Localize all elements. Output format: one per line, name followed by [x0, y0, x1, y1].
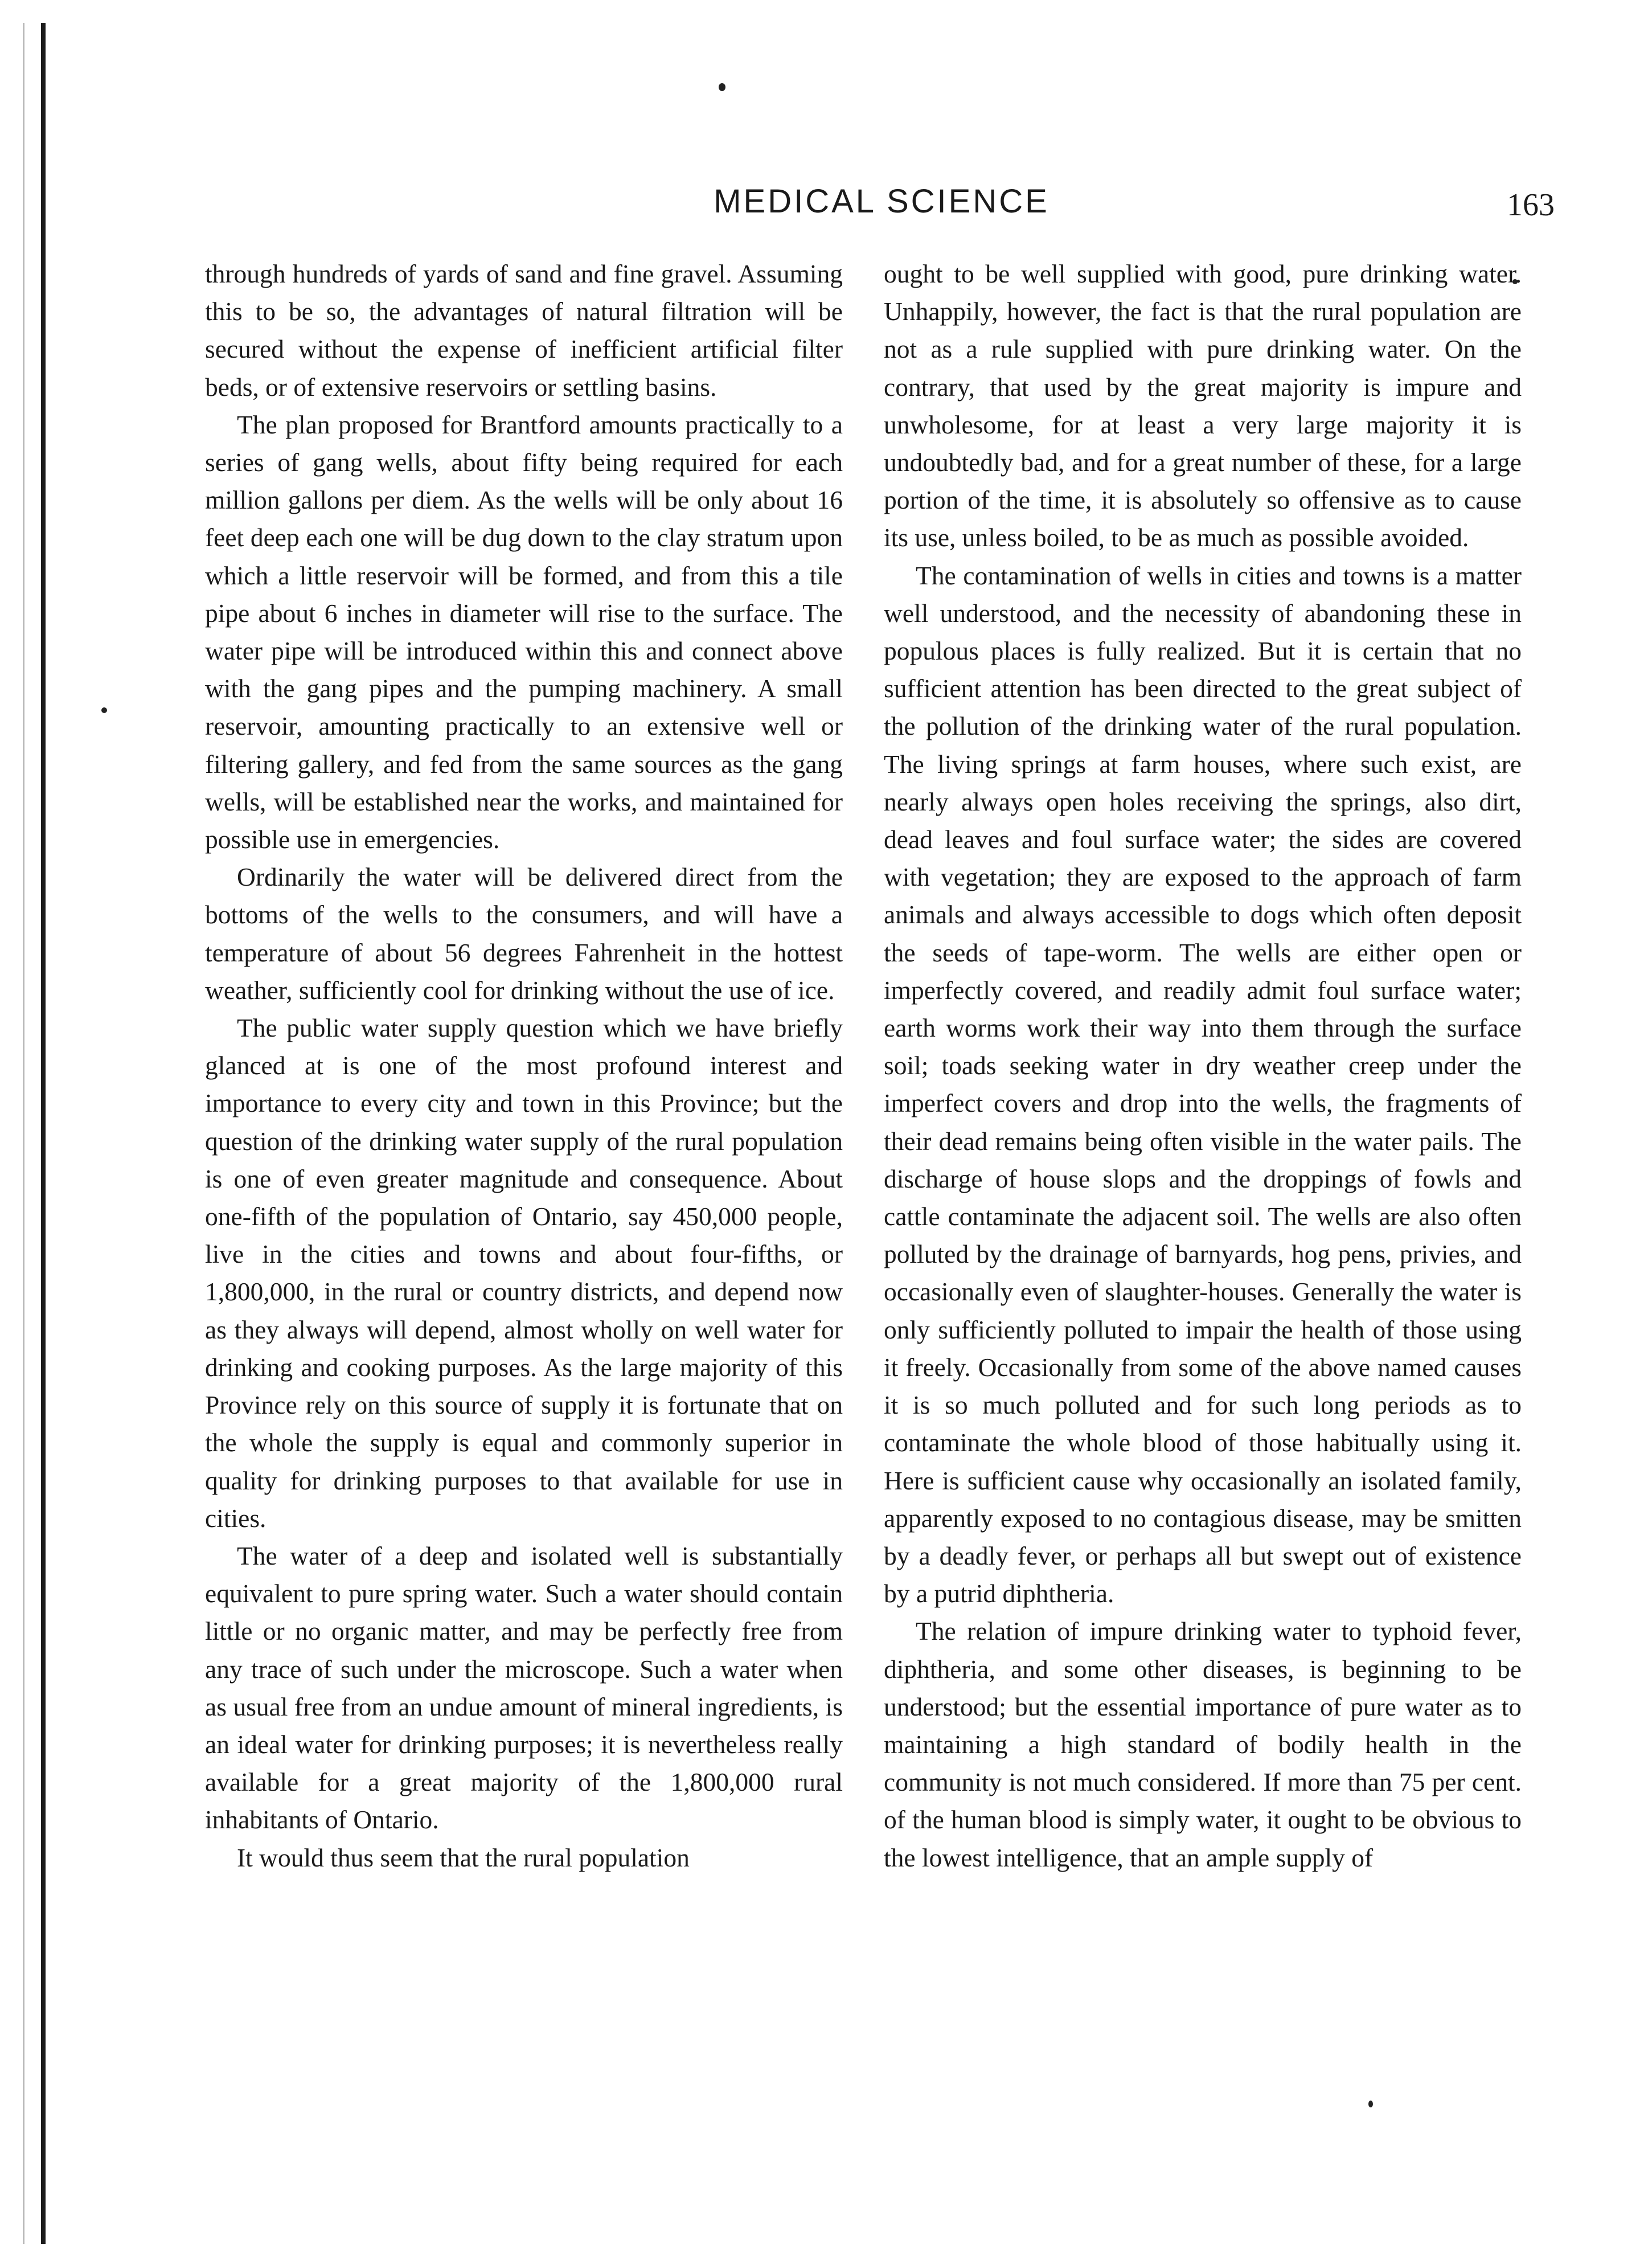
paragraph: ought to be well supplied with good, pure drinking water. Unhappily, however, the fact is that the rural population are not as a rule supplied with pure drinking water. On the contrary, that used by the great majority is impure and unwholesome, for at least a very large majority it is undoubtedly bad, and for a great number of these, for a large portion of the time, it is absolutely so offensive as to cause its use, unless boiled, to be as much as possible avoided.	[884, 259, 1522, 552]
print-speck	[719, 83, 725, 91]
print-speck	[101, 707, 107, 713]
paragraph: Ordinarily the water will be delivered direct from the bottoms of the wells to the consumers, and will have a temperature of about 56 degrees Fahrenheit in the hottest weather, sufficiently cool for drinking without the use of ice.	[205, 862, 843, 1005]
binding-edge	[41, 23, 46, 2244]
paragraph: The water of a deep and isolated well is substantially equivalent to pure spring water. Such a water should contain little or no organic matter, and may be perfectly free from any trace of such under the microscope. Such a water when as usual free from an undue amount of mineral ingredients, is an ideal water for drinking purposes; it is nevertheless really available for a great majority of the 1,800,000 rural inhabitants of Ontario.	[205, 1541, 843, 1835]
paragraph: The public water supply question which we have briefly glanced at is one of the most profound interest and importance to every city and town in this Province; but the question of the drinking water supply of the rural population is one of even greater magnitude and consequence. About one-fifth of the population of Ontario, say 450,000 people, live in the cities and towns and about four-fifths, or 1,800,000, in the rural or country districts, and depend now as they always will depend, almost wholly on well water for drinking and cooking purposes. As the large majority of this Province rely on this source of supply it is fortunate that on the whole the supply is equal and commonly superior in quality for drinking purposes to that available for use in cities.	[205, 1013, 843, 1533]
right-column	[884, 255, 1522, 1877]
paragraph: The plan proposed for Brantford amounts practically to a series of gang wells, about fifty being required for each million gallons per diem. As the wells will be only about 16 feet deep each one will be dug down to the clay stratum upon which a little reservoir will be formed, and from this a tile pipe about 6 inches in diameter will rise to the surface. The water pipe will be introduced within this and connect above with the gang pipes and the pumping machinery. A small reservoir, amounting practically to an extensive well or filtering gallery, and fed from the same sources as the gang wells, will be established near the works, and maintained for possible use in emergencies.	[205, 410, 843, 854]
print-speck	[1368, 2101, 1373, 2107]
paragraph: The contamination of wells in cities and towns is a matter well understood, and the necessity of abandoning these in populous places is fully realized. But it is certain that no sufficient attention has been directed to the great subject of the pollution of the drinking water of the rural population. The living springs at farm houses, where such exist, are nearly always open holes receiving the springs, also dirt, dead leaves and foul surface water; the sides are covered with vegetation; they are exposed to the approach of farm animals and always accessible to dogs which often deposit the seeds of tape-worm. The wells are either open or imperfectly covered, and readily admit foul surface water; earth worms work their way into them through the surface soil; toads seeking water in dry weather creep under the imperfect covers and drop into the wells, the fragments of their dead remains being often visible in the water pails. The discharge of house slops and the droppings of fowls and cattle contaminate the adjacent soil. The wells are also often polluted by the drainage of barnyards, hog pens, privies, and occasionally even of slaughter-houses. Generally the water is only sufficiently polluted to impair the health of those using it freely. Occasionally from some of the above named causes it is so much polluted and for such long periods as to contaminate the whole blood of those habitually using it. Here is sufficient cause why occasionally an isolated family, apparently exposed to no contagious disease, may be smitten by a deadly fever, or perhaps all but swept out of existence by a putrid diphtheria.	[884, 560, 1522, 1608]
paragraph: The relation of impure drinking water to typhoid fever, diphtheria, and some other diseases, is beginning to be understood; but the essential importance of pure water as to maintaining a high standard of bodily health in the community is not much considered. If more than 75 per cent. of the human blood is simply water, it ought to be obvious to the lowest intelligence, that an ample supply of	[884, 1616, 1522, 1872]
page-number: 163	[1507, 187, 1555, 223]
binding-shadow	[23, 23, 24, 2244]
running-head: MEDICAL SCIENCE	[714, 183, 1049, 220]
left-column	[205, 255, 843, 1877]
paragraph: It would thus seem that the rural population	[237, 1843, 690, 1872]
page-header	[0, 182, 1644, 228]
paragraph: through hundreds of yards of sand and fine gravel. Assuming this to be so, the advantages of natural filtration will be secured without the expense of inefficient artificial filter beds, or of extensive reservoirs or settling basins.	[205, 259, 843, 402]
